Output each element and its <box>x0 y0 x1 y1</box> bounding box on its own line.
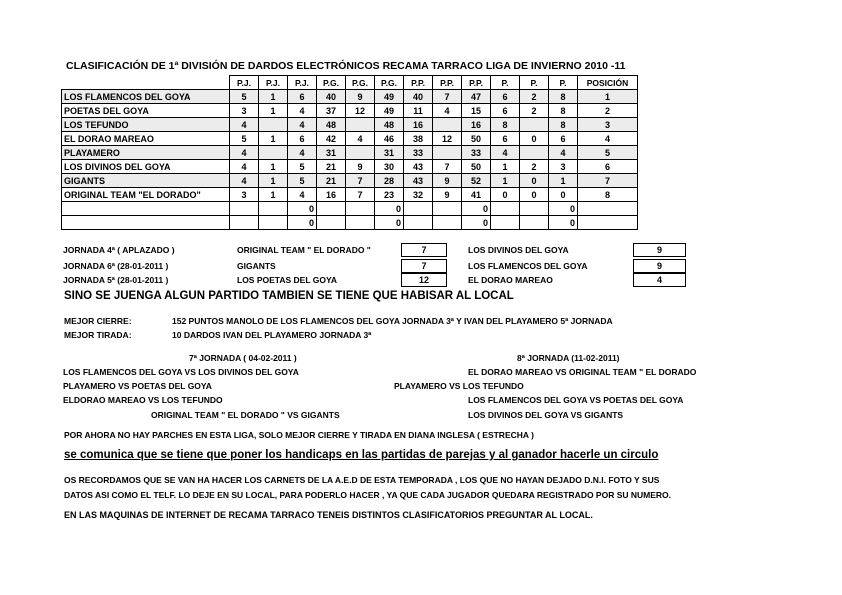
table-row <box>62 202 638 216</box>
column-header: P.P. <box>404 76 433 90</box>
stat-cell: 0 <box>462 202 491 216</box>
position-cell <box>578 202 638 216</box>
stat-cell: 2 <box>520 90 549 104</box>
parches-text: POR AHORA NO HAY PARCHES EN ESTA LIGA, SOLO MEJOR CIERRE Y TIRADA EN DIANA INGLESA ( ESTRECHA ) <box>64 430 534 440</box>
stat-cell: 3 <box>549 160 578 174</box>
stat-cell: 47 <box>462 90 491 104</box>
stat-cell: 4 <box>230 118 259 132</box>
jornada8-match: LOS DIVINOS DEL GOYA VS GIGANTS <box>468 410 624 420</box>
stat-cell <box>433 202 462 216</box>
stat-cell: 21 <box>317 160 346 174</box>
stat-cell: 7 <box>346 174 375 188</box>
stat-cell: 9 <box>433 188 462 202</box>
stat-cell: 0 <box>549 216 578 230</box>
stat-cell: 1 <box>491 160 520 174</box>
best-cierre-value: 152 PUNTOS MANOLO DE LOS FLAMENCOS DEL GOYA JORNADA 3ª Y IVAN DEL PLAYAMERO 5ª JORNADA <box>172 316 613 326</box>
position-cell: 7 <box>578 174 638 188</box>
result-home-team: ORIGINAL TEAM " EL DORADO " <box>237 245 371 255</box>
position-cell: 2 <box>578 104 638 118</box>
stat-cell: 0 <box>520 188 549 202</box>
result-away-team: LOS DIVINOS DEL GOYA <box>468 245 569 255</box>
stat-cell: 6 <box>288 90 317 104</box>
result-home-team: LOS POETAS DEL GOYA <box>237 275 337 285</box>
table-row <box>62 216 638 230</box>
column-header: P.P. <box>433 76 462 90</box>
stat-cell: 7 <box>433 90 462 104</box>
stat-cell: 6 <box>491 90 520 104</box>
stat-cell: 32 <box>404 188 433 202</box>
stat-cell: 21 <box>317 174 346 188</box>
table-row <box>62 104 638 118</box>
team-name-cell <box>62 216 230 230</box>
stat-cell: 6 <box>491 132 520 146</box>
stat-cell: 9 <box>433 174 462 188</box>
team-name-cell: PLAYAMERO <box>62 146 230 160</box>
stat-cell: 7 <box>346 188 375 202</box>
jornada8-match: PLAYAMERO VS LOS TEFUNDO <box>394 381 524 391</box>
stat-cell: 4 <box>346 132 375 146</box>
stat-cell <box>259 118 288 132</box>
stat-cell: 9 <box>346 160 375 174</box>
stat-cell: 4 <box>288 104 317 118</box>
stat-cell: 8 <box>491 118 520 132</box>
position-cell: 4 <box>578 132 638 146</box>
stat-cell: 50 <box>462 132 491 146</box>
stat-cell: 42 <box>317 132 346 146</box>
header-blank <box>62 76 230 90</box>
notice-text: SINO SE JUENGA ALGUN PARTIDO TAMBIEN SE TIENE QUE HABISAR AL LOCAL <box>64 290 514 302</box>
stat-cell: 0 <box>375 202 404 216</box>
stat-cell: 1 <box>259 104 288 118</box>
best-tirada-value: 10 DARDOS IVAN DEL PLAYAMERO JORNADA 3ª <box>172 330 372 340</box>
stat-cell: 8 <box>549 90 578 104</box>
team-name-cell <box>62 202 230 216</box>
stat-cell: 40 <box>317 90 346 104</box>
stat-cell: 4 <box>288 118 317 132</box>
carnets-text-line2: DATOS ASI COMO EL TELF. LO DEJE EN SU LOCAL, PARA PODERLO HACER , YA QUE CADA JUGADOR QUEDARA REGISTRADO POR SU NUMERO. <box>64 490 672 500</box>
result-jornada: JORNADA 4ª ( APLAZADO ) <box>63 245 175 255</box>
stat-cell <box>491 202 520 216</box>
comunica-text: se comunica que se tiene que poner los handicaps en las partidas de parejas y al ganador hacerle un circulo <box>64 449 659 461</box>
stat-cell: 16 <box>317 188 346 202</box>
stat-cell: 38 <box>404 132 433 146</box>
stat-cell: 4 <box>288 188 317 202</box>
stat-cell: 5 <box>288 160 317 174</box>
stat-cell: 1 <box>259 188 288 202</box>
column-header: P. <box>549 76 578 90</box>
column-header: P.J. <box>230 76 259 90</box>
stat-cell: 33 <box>404 146 433 160</box>
column-header: P.G. <box>375 76 404 90</box>
stat-cell <box>259 202 288 216</box>
result-away-team: EL DORAO MAREAO <box>468 275 553 285</box>
result-home-score: 7 <box>401 243 447 257</box>
stat-cell <box>433 118 462 132</box>
best-cierre-label: MEJOR CIERRE: <box>64 316 132 326</box>
stat-cell: 16 <box>404 118 433 132</box>
result-away-team: LOS FLAMENCOS DEL GOYA <box>468 261 588 271</box>
stat-cell: 40 <box>404 90 433 104</box>
team-name-cell: LOS DIVINOS DEL GOYA <box>62 160 230 174</box>
table-row <box>62 146 638 160</box>
stat-cell: 31 <box>317 146 346 160</box>
table-row <box>62 188 638 202</box>
stat-cell <box>346 146 375 160</box>
stat-cell: 9 <box>346 90 375 104</box>
maquinas-text: EN LAS MAQUINAS DE INTERNET DE RECAMA TARRACO TENEIS DISTINTOS CLASIFICATORIOS PREGUNTAR AL LOCAL. <box>64 510 593 520</box>
stat-cell: 50 <box>462 160 491 174</box>
position-cell: 3 <box>578 118 638 132</box>
stat-cell: 23 <box>375 188 404 202</box>
stat-cell: 1 <box>259 160 288 174</box>
standings-table <box>61 75 638 230</box>
column-header: P. <box>491 76 520 90</box>
stat-cell: 3 <box>230 104 259 118</box>
stat-cell: 37 <box>317 104 346 118</box>
stat-cell: 4 <box>288 146 317 160</box>
team-name-cell: GIGANTS <box>62 174 230 188</box>
stat-cell: 43 <box>404 160 433 174</box>
stat-cell: 1 <box>491 174 520 188</box>
column-header-position: POSICIÓN <box>578 76 638 90</box>
stat-cell: 46 <box>375 132 404 146</box>
stat-cell: 0 <box>520 132 549 146</box>
stat-cell <box>520 146 549 160</box>
stat-cell: 4 <box>491 146 520 160</box>
result-away-score: 4 <box>633 273 686 287</box>
stat-cell: 49 <box>375 90 404 104</box>
stat-cell <box>520 202 549 216</box>
stat-cell: 1 <box>259 90 288 104</box>
stat-cell: 12 <box>433 132 462 146</box>
stat-cell: 5 <box>288 174 317 188</box>
table-row <box>62 174 638 188</box>
stat-cell: 30 <box>375 160 404 174</box>
stat-cell: 6 <box>491 104 520 118</box>
result-home-score: 12 <box>401 273 447 287</box>
result-home-score: 7 <box>401 259 447 273</box>
stat-cell: 4 <box>230 160 259 174</box>
result-home-team: GIGANTS <box>237 261 276 271</box>
team-name-cell: EL DORAO MAREAO <box>62 132 230 146</box>
table-row <box>62 160 638 174</box>
stat-cell: 49 <box>375 104 404 118</box>
stat-cell <box>346 118 375 132</box>
stat-cell: 2 <box>520 160 549 174</box>
team-name-cell: POETAS DEL GOYA <box>62 104 230 118</box>
stat-cell: 31 <box>375 146 404 160</box>
stat-cell: 48 <box>375 118 404 132</box>
table-row <box>62 118 638 132</box>
column-header: P.J. <box>259 76 288 90</box>
stat-cell: 11 <box>404 104 433 118</box>
stat-cell <box>520 216 549 230</box>
stat-cell: 15 <box>462 104 491 118</box>
stat-cell <box>317 216 346 230</box>
jornada8-match: LOS FLAMENCOS DEL GOYA VS POETAS DEL GOYA <box>468 395 684 405</box>
stat-cell <box>491 216 520 230</box>
stat-cell <box>520 118 549 132</box>
stat-cell <box>433 216 462 230</box>
page-title: CLASIFICACIÓN DE 1ª DIVISIÓN DE DARDOS ELECTRÓNICOS RECAMA TARRACO LIGA DE INVIERNO 2010 -11 <box>66 60 626 72</box>
result-away-score: 9 <box>633 259 686 273</box>
position-cell: 1 <box>578 90 638 104</box>
stat-cell: 5 <box>230 132 259 146</box>
stat-cell: 5 <box>230 90 259 104</box>
result-jornada: JORNADA 5ª (28-01-2011 ) <box>63 275 169 285</box>
stat-cell <box>259 216 288 230</box>
stat-cell: 0 <box>462 216 491 230</box>
stat-cell: 28 <box>375 174 404 188</box>
stat-cell: 0 <box>520 174 549 188</box>
stat-cell <box>404 202 433 216</box>
stat-cell: 52 <box>462 174 491 188</box>
position-cell <box>578 216 638 230</box>
result-jornada: JORNADA 6ª (28-01-2011 ) <box>63 261 169 271</box>
carnets-text-line1: OS RECORDAMOS QUE SE VAN HA HACER LOS CARNETS DE LA A.E.D DE ESTA TEMPORADA , LOS QUE NO HAYAN DEJADO D.N.I. FOTO Y SUS <box>64 475 660 485</box>
stat-cell <box>259 146 288 160</box>
team-name-cell: LOS TEFUNDO <box>62 118 230 132</box>
table-header-row <box>62 76 638 90</box>
column-header: P.P. <box>462 76 491 90</box>
stat-cell <box>346 202 375 216</box>
jornada8-match: EL DORAO MAREAO VS ORIGINAL TEAM " EL DORADO <box>468 367 697 377</box>
stat-cell: 1 <box>549 174 578 188</box>
best-tirada-label: MEJOR TIRADA: <box>64 330 132 340</box>
stat-cell: 0 <box>288 202 317 216</box>
stat-cell: 6 <box>288 132 317 146</box>
stat-cell <box>346 216 375 230</box>
stat-cell: 43 <box>404 174 433 188</box>
stat-cell: 4 <box>230 174 259 188</box>
jornada8-title: 8ª JORNADA (11-02-2011) <box>517 353 620 363</box>
stat-cell: 7 <box>433 160 462 174</box>
jornada7-match: ORIGINAL TEAM " EL DORADO " VS GIGANTS <box>151 410 340 420</box>
stat-cell: 12 <box>346 104 375 118</box>
stat-cell: 41 <box>462 188 491 202</box>
jornada7-title: 7ª JORNADA ( 04-02-2011 ) <box>189 353 297 363</box>
stat-cell: 6 <box>549 132 578 146</box>
team-name-cell: LOS FLAMENCOS DEL GOYA <box>62 90 230 104</box>
position-cell: 5 <box>578 146 638 160</box>
position-cell: 8 <box>578 188 638 202</box>
jornada7-match: LOS FLAMENCOS DEL GOYA VS LOS DIVINOS DEL GOYA <box>63 367 299 377</box>
stat-cell: 8 <box>549 118 578 132</box>
stat-cell: 1 <box>259 174 288 188</box>
column-header: P.G. <box>346 76 375 90</box>
stat-cell <box>230 202 259 216</box>
stat-cell <box>404 216 433 230</box>
stat-cell: 48 <box>317 118 346 132</box>
stat-cell: 0 <box>288 216 317 230</box>
result-away-score: 9 <box>633 243 686 257</box>
column-header: P.J. <box>288 76 317 90</box>
stat-cell: 0 <box>375 216 404 230</box>
stat-cell: 0 <box>549 188 578 202</box>
team-name-cell: ORIGINAL TEAM "EL DORADO" <box>62 188 230 202</box>
stat-cell: 1 <box>259 132 288 146</box>
stat-cell <box>433 146 462 160</box>
stat-cell: 16 <box>462 118 491 132</box>
stat-cell: 4 <box>433 104 462 118</box>
stat-cell: 0 <box>549 202 578 216</box>
stat-cell: 4 <box>549 146 578 160</box>
stat-cell: 8 <box>549 104 578 118</box>
stat-cell: 2 <box>520 104 549 118</box>
stat-cell <box>230 216 259 230</box>
jornada7-match: PLAYAMERO VS POETAS DEL GOYA <box>63 381 212 391</box>
stat-cell: 33 <box>462 146 491 160</box>
table-row <box>62 90 638 104</box>
column-header: P.G. <box>317 76 346 90</box>
stat-cell: 0 <box>491 188 520 202</box>
stat-cell: 3 <box>230 188 259 202</box>
jornada7-match: ELDORAO MAREAO VS LOS TEFUNDO <box>63 395 223 405</box>
stat-cell: 4 <box>230 146 259 160</box>
stat-cell <box>317 202 346 216</box>
position-cell: 6 <box>578 160 638 174</box>
column-header: P. <box>520 76 549 90</box>
table-row <box>62 132 638 146</box>
